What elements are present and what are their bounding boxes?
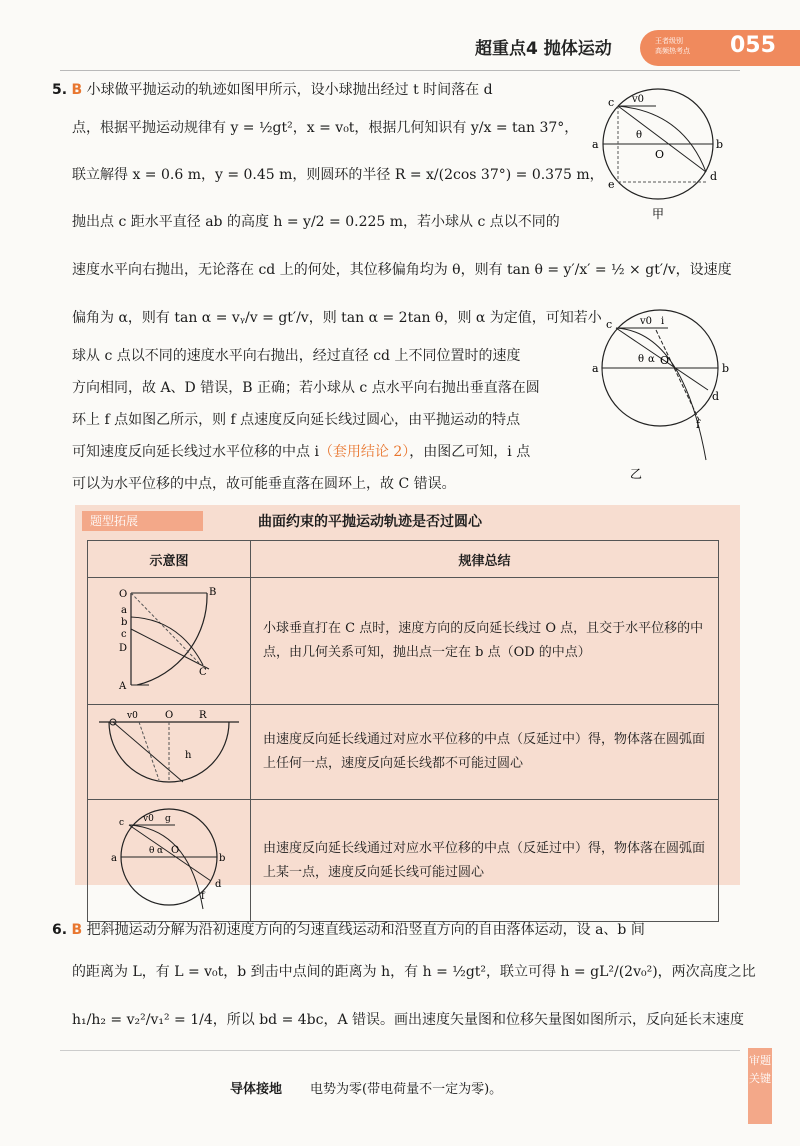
figure-jia bbox=[588, 82, 738, 222]
fig2-label-f: f bbox=[696, 418, 701, 431]
q5-note: （套用结论 2） bbox=[318, 444, 410, 460]
fig2-label-v0: v0 bbox=[640, 316, 653, 327]
fig2-label-O: O bbox=[660, 354, 670, 367]
q6-number: 6. bbox=[52, 922, 68, 938]
q5-line-5: 速度水平向右抛出，无论落在 cd 上的何处，其位移偏角均为 θ，则有 tan θ = y′/x′ = ½ × gt′/v，设速度 bbox=[72, 262, 732, 278]
row1-diagram bbox=[88, 578, 251, 705]
fig1-label-theta: θ bbox=[636, 130, 643, 141]
q5-number: 5. bbox=[52, 82, 68, 98]
table-row bbox=[88, 705, 719, 800]
col-diagram: 示意图 bbox=[88, 541, 251, 578]
row3-label-g: g bbox=[165, 814, 171, 824]
row1-summary: 小球垂直打在 C 点时，速度方向的反向延长线过 O 点，且交于水平位移的中点，由几何关系可知，抛出点一定在 b 点（OD 的中点） bbox=[251, 578, 719, 705]
row3-label-O: O bbox=[171, 845, 180, 856]
q6-text-1: 把斜抛运动分解为沿初速度方向的匀速直线运动和沿竖直方向的自由落体运动，设 a、b 间 bbox=[86, 922, 645, 938]
fig2-label-b: b bbox=[722, 362, 730, 375]
fig2-label-i: i bbox=[661, 316, 665, 327]
row3-label-d: d bbox=[215, 879, 222, 890]
table-row bbox=[88, 800, 719, 922]
col-summary: 规律总结 bbox=[251, 541, 719, 578]
row1-label-D: D bbox=[119, 643, 128, 654]
q5-text-10: 可知速度反向延长线过水平位移的中点 i bbox=[72, 444, 319, 460]
row3-label-c: c bbox=[119, 818, 125, 828]
row2-label-O: O bbox=[165, 710, 174, 721]
q5-line-7: 球从 c 点以不同的速度水平向右抛出，经过直径 cd 上不同位置时的速度 bbox=[72, 348, 521, 364]
q6-line-1 bbox=[52, 920, 645, 940]
q5-line-3: 联立解得 x = 0.6 m，y = 0.45 m，则圆环的半径 R = x/(2cos 37°) = 0.375 m， bbox=[72, 167, 604, 183]
q5-text-11: ，由图乙可知，i 点 bbox=[409, 444, 531, 460]
row1-label-O: O bbox=[119, 589, 128, 600]
row3-figure bbox=[89, 801, 249, 916]
row3-label-a: a bbox=[111, 853, 117, 864]
fig2-label-d: d bbox=[712, 390, 720, 403]
fig1-label-O: O bbox=[655, 148, 665, 161]
footer-divider bbox=[60, 1050, 740, 1051]
footer-term: 导体接地 bbox=[230, 1082, 283, 1097]
fig1-label-c: c bbox=[608, 96, 615, 109]
q6-line-2: 的距离为 L，有 L = v₀t，b 到击中点间的距离为 h，有 h = ½gt²，联立可得 h = gL²/(2v₀²)，两次高度之比 bbox=[72, 964, 756, 980]
fig2-label-theta: θ bbox=[638, 354, 645, 365]
fig1-label-b: b bbox=[716, 138, 724, 151]
q5-line-9: 环上 f 点如图乙所示，则 f 点速度反向延长线过圆心，由平抛运动的特点 bbox=[72, 412, 521, 428]
row1-label-A: A bbox=[119, 681, 127, 692]
row3-summary: 由速度反向延长线通过对应水平位移的中点（反延过中）得，物体落在圆弧面上某一点，速度反向延长线可能过圆心 bbox=[251, 800, 719, 922]
table-row bbox=[88, 578, 719, 705]
row1-label-B: B bbox=[209, 587, 217, 598]
row2-figure bbox=[89, 706, 249, 794]
fig1-label-d: d bbox=[710, 170, 718, 183]
q5-line-11: 可以为水平位移的中点，故可能垂直落在圆环上，故 C 错误。 bbox=[72, 476, 456, 492]
fig1-caption: 甲 bbox=[652, 207, 665, 221]
q6-line-3: h₁/h₂ = v₂²/v₁² = 1/4，所以 bd = 4bc，A 错误。画出速度矢量图和位移矢量图如图所示，反向延长末速度 bbox=[72, 1012, 745, 1028]
q5-line-8: 方向相同，故 A、D 错误，B 正确；若小球从 c 点水平向右抛出垂直落在圆 bbox=[72, 380, 540, 396]
fig2-caption: 乙 bbox=[630, 467, 643, 481]
q5-line-6: 偏角为 α，则有 tan α = vᵧ/v = gt′/v，则 tan α = 2tan θ，则 α 为定值，可知若小 bbox=[72, 310, 602, 326]
q5-line-1 bbox=[52, 80, 493, 100]
row1-label-a: a bbox=[121, 605, 127, 616]
header-divider bbox=[60, 70, 740, 71]
q5-line-10 bbox=[72, 442, 530, 462]
row1-label-c: c bbox=[121, 629, 127, 640]
badge-small-text bbox=[655, 36, 690, 56]
fig2-label-c: c bbox=[606, 318, 613, 331]
fig1-label-e: e bbox=[608, 178, 615, 191]
page-number: 055 bbox=[730, 33, 776, 58]
row1-figure bbox=[89, 579, 249, 699]
row3-label-v0: v0 bbox=[143, 814, 154, 824]
row3-label-theta: θ bbox=[149, 846, 155, 856]
panel-title: 曲面约束的平抛运动轨迹是否过圆心 bbox=[258, 514, 482, 530]
q5-line-2: 点，根据平抛运动规律有 y = ½gt²，x = v₀t，根据几何知识有 y/x = tan 37°， bbox=[72, 120, 579, 136]
row1-label-C: C bbox=[199, 667, 207, 678]
section-title: 超重点4 抛体运动 bbox=[475, 39, 612, 59]
q5-line-4: 抛出点 c 距水平直径 ab 的高度 h = y/2 = 0.225 m，若小球从 c 点以不同的 bbox=[72, 214, 560, 230]
fig1-label-v0: v0 bbox=[632, 94, 645, 105]
row2-label-v0: v0 bbox=[127, 711, 138, 721]
row3-label-alpha: α bbox=[157, 846, 164, 856]
footer-text: 电势为零(带电荷量不一定为零)。 bbox=[310, 1082, 503, 1097]
q5-answer: B bbox=[71, 82, 83, 98]
row2-label-h: h bbox=[185, 750, 192, 761]
badge-line-1: 王者级别 bbox=[655, 37, 683, 45]
row2-label-R: R bbox=[199, 710, 207, 721]
summary-table bbox=[87, 540, 719, 922]
fig2-label-alpha: α bbox=[648, 354, 655, 365]
table-header-row bbox=[88, 541, 719, 578]
q6-answer: B bbox=[71, 922, 83, 938]
q5-text-1: 小球做平抛运动的轨迹如图甲所示，设小球抛出经过 t 时间落在 d bbox=[86, 82, 493, 98]
row3-label-f: f bbox=[201, 891, 205, 902]
row1-label-b: b bbox=[121, 617, 128, 628]
row2-diagram bbox=[88, 705, 251, 800]
panel-tag: 题型拓展 bbox=[82, 511, 203, 531]
fig1-label-a: a bbox=[592, 138, 599, 151]
fig2-label-a: a bbox=[592, 362, 599, 375]
row2-summary: 由速度反向延长线通过对应水平位移的中点（反延过中）得，物体落在圆弧面上任何一点，速度反向延长线都不可能过圆心 bbox=[251, 705, 719, 800]
row3-label-b: b bbox=[219, 853, 226, 864]
side-tab: 审题关键 bbox=[748, 1048, 772, 1124]
figure-yi bbox=[588, 300, 738, 485]
row3-diagram bbox=[88, 800, 251, 922]
badge-line-2: 高频热考点 bbox=[655, 47, 690, 55]
